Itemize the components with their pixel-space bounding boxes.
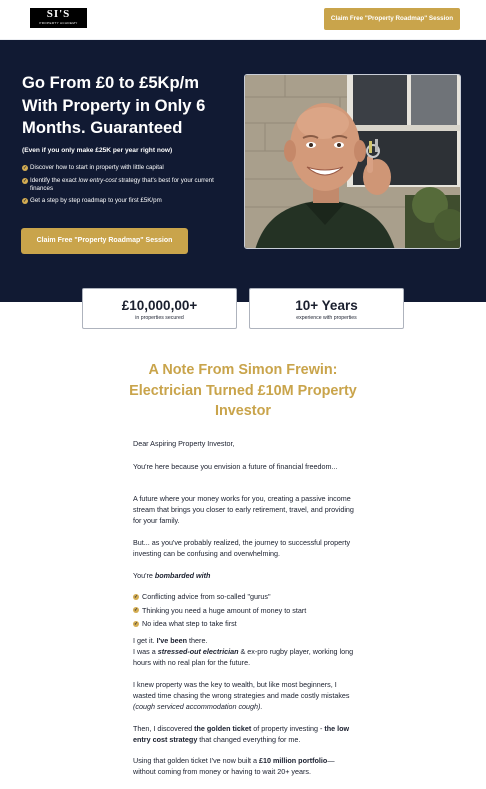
logo-mark: SI'S (46, 8, 71, 20)
text-run: there. (187, 636, 208, 645)
text-run: Using that golden ticket I've now built a (133, 756, 260, 765)
text-run: Then, I discovered (133, 724, 195, 733)
header-claim-session-button[interactable]: Claim Free "Property Roadmap" Session (324, 8, 460, 30)
hero-benefit-item (22, 197, 237, 205)
text-run: I was a (133, 647, 158, 656)
brand-logo[interactable] (30, 8, 87, 28)
letter-paragraph (133, 679, 358, 712)
stat-label: in properties secured (135, 315, 184, 321)
letter-paragraph (133, 635, 358, 668)
check-circle-icon: ✓ (23, 198, 27, 203)
hero-title: Go From £0 to £5Kp/m With Property in Only 6 Months. Guaranteed (22, 73, 206, 137)
letter-paragraph (133, 755, 358, 777)
bold-text: the low entry cost strategy (133, 724, 350, 744)
hero-benefit-item (22, 177, 237, 193)
text-run: of property investing - (251, 724, 325, 733)
pain-point-item (133, 591, 358, 602)
letter-paragraph (133, 723, 358, 745)
hero-benefit-item (22, 164, 237, 172)
logo-subtitle: PROPERTY ACADEMY (39, 21, 78, 25)
pain-point-item (133, 618, 358, 629)
hero-benefit-text: Get a step by step roadmap to your first £5K/pm (30, 197, 162, 204)
hero-benefit-text-pre: Identify the exact (30, 176, 79, 184)
check-circle-icon: ✓ (134, 620, 138, 626)
text-run: — without coming from money or having to wait 20+ years. (133, 756, 335, 776)
hero-claim-session-button[interactable]: Claim Free "Property Roadmap" Session (21, 228, 188, 254)
bold-text: I've been (156, 636, 188, 645)
letter-greeting: Dear Aspiring Property Investor, (133, 439, 235, 448)
check-circle-icon: ✓ (134, 593, 138, 599)
check-circle-icon: ✓ (23, 165, 27, 170)
letter-paragraph: A future where your money works for you, creating a passive income stream that brings you closer to early retirement, travel, and providing for your family. (133, 494, 354, 525)
hero-section (0, 40, 486, 302)
text-run: that changed everything for me. (197, 735, 301, 744)
text-run: You're (133, 571, 155, 580)
note-title: A Note From Simon Frewin: Electrician Turned £10M Property Investor (129, 362, 357, 419)
emphasis-text: (cough serviced accommodation cough). (133, 702, 263, 711)
pain-point-item (133, 605, 358, 616)
check-circle-icon: ✓ (23, 177, 27, 183)
pain-point-text: Conflicting advice from so-called "gurus" (142, 592, 271, 601)
letter-paragraph: But... as you've probably realized, the journey to successful property investing can be confusing and overwhelming. (133, 538, 351, 558)
stat-label: experience with properties (296, 315, 357, 321)
hero-benefit-text: Discover how to start in property with little capital (30, 164, 164, 171)
emphasis-text: bombarded with (154, 571, 211, 580)
stat-value: 10+ Years (295, 298, 358, 313)
hero-benefit-emphasis: low entry-cost (78, 176, 117, 184)
hero-benefit-text-post: strategy that's best for your current finances (30, 176, 214, 192)
stat-card-portfolio (82, 288, 237, 329)
bold-text: £10 million portfolio (259, 756, 328, 765)
bold-text: the golden ticket (194, 724, 252, 733)
text-run: I knew property was the key to wealth, but like most beginners, I wasted time chasing the wrong strategies and made costly mistakes (133, 680, 350, 700)
letter-paragraph (133, 570, 358, 581)
text-run: I get it. (133, 636, 157, 645)
founder-photo-illustration (245, 75, 461, 249)
letter-paragraph: You're here because you envision a future of financial freedom... (133, 462, 338, 471)
hero-benefits-list (22, 164, 237, 210)
text-run: & ex-pro rugby player, working long hours with no real plan for the future. (133, 647, 354, 667)
top-navigation-bar (0, 0, 486, 40)
founder-photo (244, 74, 461, 249)
check-circle-icon: ✓ (134, 607, 138, 612)
pain-points-list (133, 591, 358, 632)
stat-value: £10,000,00+ (121, 298, 198, 313)
pain-point-text: Thinking you need a huge amount of money to start (142, 605, 307, 615)
hero-subtitle: (Even if you only make £25K per year right now) (22, 147, 173, 154)
pain-point-text: No idea what step to take first (142, 619, 237, 628)
stat-card-experience (249, 288, 404, 329)
emphasis-text: stressed-out electrician (157, 647, 239, 656)
